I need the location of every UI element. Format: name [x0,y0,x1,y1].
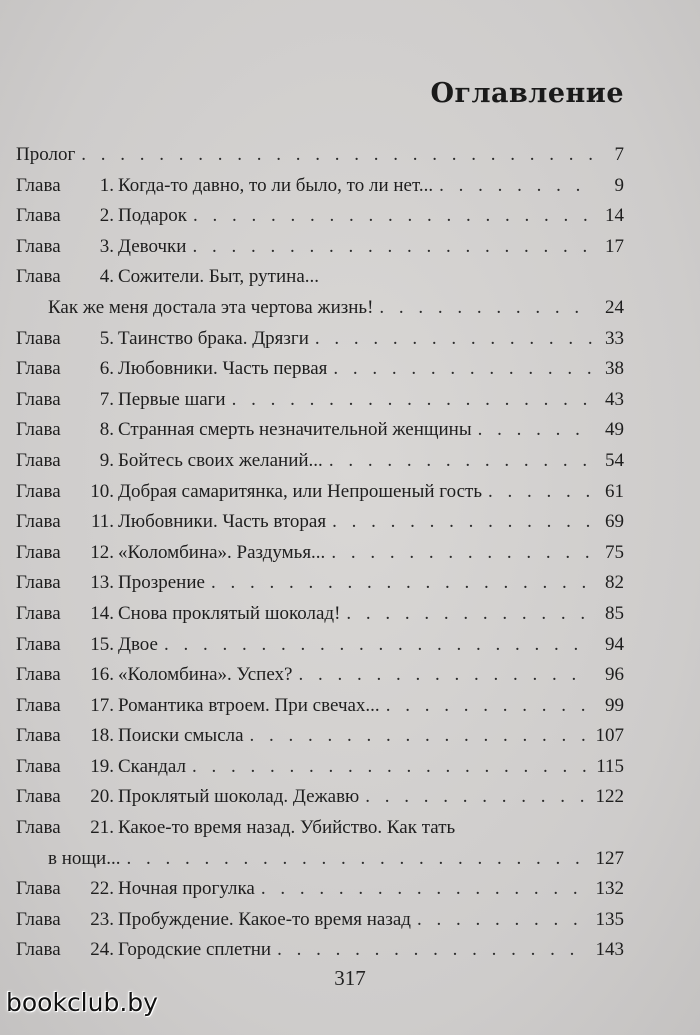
dot-leader [298,660,592,691]
toc-entry [16,630,624,661]
dot-leader [346,599,592,630]
dot-leader [331,538,592,569]
chapter-prefix: Глава [16,755,61,777]
chapter-number: 8. [99,419,114,441]
dot-leader [211,568,592,599]
dot-leader [232,385,592,416]
toc-page-number: 17 [605,235,624,257]
toc-page-number: 9 [614,174,624,196]
chapter-prefix: Глава [16,817,61,839]
toc-entry [16,752,624,783]
chapter-number: 15. [90,633,114,655]
chapter-title: Девочки [118,235,187,257]
chapter-prefix: Глава [16,266,61,288]
chapter-number: 23. [90,908,114,930]
chapter-number: 16. [90,664,114,686]
toc-page-number: 94 [605,633,624,655]
toc-entry [16,691,624,722]
chapter-prefix: Глава [16,174,61,196]
chapter-number: 1. [99,174,114,196]
dot-leader [250,721,590,752]
chapter-title: Ночная прогулка [118,878,255,900]
table-of-contents [16,140,624,966]
dot-leader [478,415,592,446]
toc-entry-continuation [16,293,624,324]
dot-leader [315,324,592,355]
chapter-title: Любовники. Часть первая [118,358,328,380]
chapter-prefix: Глава [16,602,61,624]
toc-page-number: 24 [605,296,624,318]
chapter-prefix: Глава [16,388,61,410]
dot-leader [193,201,592,232]
toc-page-number: 122 [595,786,624,808]
toc-page-number: 135 [595,908,624,930]
dot-leader [333,354,592,385]
chapter-prefix: Глава [16,694,61,716]
dot-leader [164,630,592,661]
chapter-title: «Коломбина». Успех? [118,664,293,686]
chapter-number: 12. [90,541,114,563]
chapter-number: 18. [90,725,114,747]
toc-page-number: 7 [614,144,624,165]
chapter-title: Проклятый шоколад. Дежавю [118,786,360,808]
toc-entry-continuation [16,844,624,875]
chapter-title: Поиски смысла [118,725,244,747]
chapter-number: 4. [99,266,114,288]
chapter-title-continuation: Как же меня достала эта чертова жизнь! [48,296,374,318]
chapter-prefix: Глава [16,235,61,257]
toc-entry [16,538,624,569]
dot-leader [277,935,589,966]
chapter-title: Бойтесь своих желаний... [118,449,323,471]
toc-entry [16,905,624,936]
toc-entry [16,721,624,752]
chapter-title: Странная смерть незначительной женщины [118,419,472,441]
toc-entry [16,568,624,599]
watermark: bookclub.by [6,988,158,1017]
toc-page-number: 107 [595,725,624,747]
chapter-title: Подарок [118,205,188,227]
toc-page-number: 115 [596,755,624,777]
toc-entry [16,324,624,355]
chapter-prefix: Глава [16,449,61,471]
chapter-number: 24. [90,939,114,961]
chapter-number: 6. [99,358,114,380]
chapter-prefix: Глава [16,633,61,655]
chapter-prefix: Глава [16,511,61,533]
toc-page-number: 82 [605,572,624,594]
toc-entry [16,874,624,905]
toc-page-number: 33 [605,327,624,349]
dot-leader [379,293,592,324]
dot-leader [126,844,589,875]
dot-leader [261,874,590,905]
chapter-number: 22. [90,878,114,900]
dot-leader [439,171,592,202]
chapter-prefix: Глава [16,327,61,349]
dot-leader [192,752,590,783]
chapter-prefix: Глава [16,725,61,747]
toc-page-number: 132 [595,878,624,900]
dot-leader [488,477,592,508]
toc-entry [16,232,624,263]
chapter-number: 10. [90,480,114,502]
chapter-title: Первые шаги [118,388,226,410]
page-number: 317 [334,966,366,990]
toc-entry-prologue [16,140,624,171]
chapter-number: 5. [99,327,114,349]
toc-page-number: 143 [595,939,624,961]
dot-leader [417,905,590,936]
chapter-prefix: Глава [16,419,61,441]
dot-leader [365,782,589,813]
toc-page-number: 99 [605,694,624,716]
chapter-title: Сожители. Быт, рутина... [118,266,320,288]
chapter-title: Добрая самаритянка, или Непрошеный гость [118,480,482,502]
chapter-prefix: Глава [16,908,61,930]
toc-page-number: 69 [605,511,624,533]
toc-entry [16,935,624,966]
toc-entry [16,415,624,446]
chapter-title: Таинство брака. Дрязги [118,327,309,349]
dot-leader [192,232,592,263]
chapter-number: 2. [99,205,114,227]
toc-entry-label: Пролог [16,144,76,165]
chapter-number: 14. [90,602,114,624]
toc-entry [16,782,624,813]
toc-page-number: 96 [605,664,624,686]
toc-entry [16,660,624,691]
dot-leader [332,507,592,538]
chapter-number: 9. [99,449,114,471]
dot-leader [386,691,592,722]
toc-page-number: 54 [605,449,624,471]
toc-entry [16,385,624,416]
toc-entry [16,813,624,844]
toc-page-number: 127 [595,847,624,869]
chapter-prefix: Глава [16,358,61,380]
chapter-title: Городские сплетни [118,939,272,961]
toc-entry [16,477,624,508]
dot-leader [81,140,592,171]
chapter-title: Снова проклятый шоколад! [118,602,341,624]
toc-page-number: 43 [605,388,624,410]
toc-entry [16,507,624,538]
chapter-number: 7. [99,388,114,410]
chapter-prefix: Глава [16,939,61,961]
chapter-number: 20. [90,786,114,808]
toc-entry [16,201,624,232]
chapter-number: 21. [90,817,114,839]
chapter-number: 19. [90,755,114,777]
chapter-prefix: Глава [16,205,61,227]
dot-leader [329,446,592,477]
chapter-prefix: Глава [16,572,61,594]
toc-entry [16,354,624,385]
chapter-prefix: Глава [16,878,61,900]
chapter-prefix: Глава [16,786,61,808]
toc-entry [16,599,624,630]
toc-page-number: 49 [605,419,624,441]
chapter-title: Двое [118,633,158,655]
chapter-prefix: Глава [16,480,61,502]
chapter-title: Любовники. Часть вторая [118,511,327,533]
chapter-title: Романтика втроем. При свечах... [118,694,380,716]
toc-page-number: 75 [605,541,624,563]
chapter-title: Когда-то давно, то ли было, то ли нет... [118,174,434,196]
chapter-number: 11. [90,511,114,533]
page-title: Оглавление [430,78,624,109]
toc-page-number: 61 [605,480,624,502]
toc-entry [16,446,624,477]
chapter-number: 13. [90,572,114,594]
chapter-prefix: Глава [16,664,61,686]
chapter-title: Пробуждение. Какое-то время назад [118,908,411,930]
toc-page-number: 38 [605,358,624,380]
toc-entry [16,171,624,202]
chapter-title-continuation: в нощи... [48,847,121,869]
toc-page-number: 85 [605,602,624,624]
chapter-title: Скандал [118,755,186,777]
chapter-title: Какое-то время назад. Убийство. Как тать [118,817,456,839]
toc-entry [16,262,624,293]
chapter-title: Прозрение [118,572,205,594]
chapter-title: «Коломбина». Раздумья... [118,541,326,563]
chapter-number: 17. [90,694,114,716]
chapter-number: 3. [99,235,114,257]
toc-page-number: 14 [605,205,624,227]
chapter-prefix: Глава [16,541,61,563]
